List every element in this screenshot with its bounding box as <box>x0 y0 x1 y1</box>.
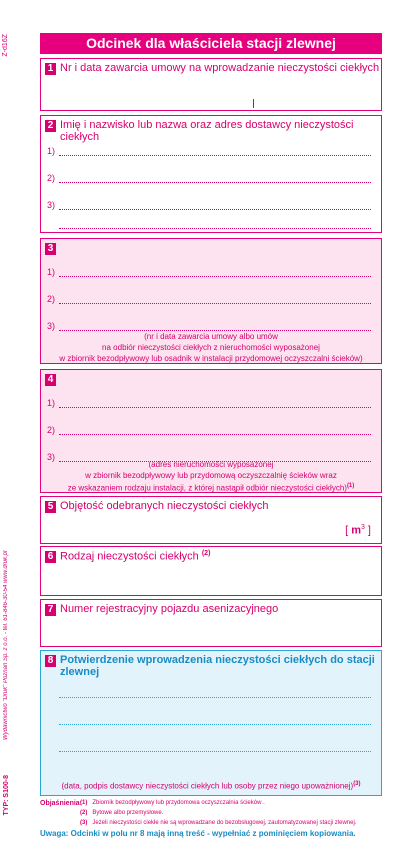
entry-line[interactable]: 2) <box>47 173 371 185</box>
section-title: Potwierdzenie wprowadzenia nieczystości ciekłych do stacji zlewnej <box>60 654 375 678</box>
explanation-item: (1) Zbiornik bezodpływowy lub przydomowa oczyszczalnia ścieków . <box>80 800 265 806</box>
entry-line[interactable] <box>59 697 371 698</box>
section-7[interactable] <box>40 599 382 647</box>
entry-line[interactable] <box>59 724 371 725</box>
section-number: 4 <box>45 374 56 386</box>
section-number: 5 <box>45 501 56 513</box>
section-1[interactable] <box>40 58 382 111</box>
entry-line[interactable]: 1) <box>47 267 371 279</box>
section-title: Objętość odebranych nieczystości ciekłych <box>60 500 269 512</box>
section-number: 2 <box>45 120 56 132</box>
section-4[interactable] <box>40 369 382 493</box>
footnote-ref: (2) <box>201 550 211 557</box>
section-2[interactable] <box>40 115 382 233</box>
explanations-label: Objaśnienia: <box>40 800 83 807</box>
section-caption: (adres nieruchomości wyposażonej w zbiornik bezodpływowy lub przydomową oczyszczalnię ścieków wraz ze wskazaniem rodzaju instalacji, z której nastąpił odbiór nieczystości ciekłych)$^{(1)}$ <box>67 460 355 493</box>
section-number: 6 <box>45 551 56 563</box>
entry-line[interactable]: 3) <box>47 200 371 212</box>
entry-line[interactable]: 3) <box>47 452 371 464</box>
entry-line[interactable]: 2) <box>47 425 371 437</box>
explanation-item: (2) Bytowe albo przemysłowe. <box>80 810 164 816</box>
section-title: Nr i data zawarcia umowy na wprowadzanie nieczystości ciekłych <box>60 62 380 74</box>
text-cursor <box>253 99 254 108</box>
section-title: Rodzaj nieczystości ciekłych $^{(2)}$ <box>60 550 211 563</box>
section-3[interactable] <box>40 238 382 364</box>
section-caption: (nr i data zawarcia umowy albo umów na odbiór nieczystości ciekłych z nieruchomości wyposażonej w zbiornik bezodpływowy lub osadnik w instalacji przydomowej oczyszczalni ścieków) <box>59 332 363 363</box>
entry-line[interactable] <box>59 751 371 752</box>
form-title: Odcinek dla właściciela stacji zlewnej <box>40 33 382 54</box>
section-caption: (data, podpis dostawcy nieczystości ciekłych lub osoby przez niego upoważnionej)$^{(3)}$ <box>61 781 361 791</box>
section-number: 1 <box>45 63 56 75</box>
printer-imprint: Wydawnictwo "Druk" Poznań Sp. z o.o. - tel. 61-846-30-54 www.druk.pl <box>3 550 9 740</box>
entry-line[interactable]: 1) <box>47 146 371 158</box>
warning-note: Uwaga: Odcinki w polu nr 8 mają inną treść - wypełniać z pominięciem kopiowania. <box>40 829 356 838</box>
entry-line[interactable] <box>59 228 371 229</box>
footnote-ref: (3) <box>353 781 361 787</box>
entry-line[interactable]: 1) <box>47 398 371 410</box>
form-type: TYP: S100-8 <box>3 775 10 816</box>
section-title: Imię i nazwisko lub nazwa oraz adres dostawcy nieczystości ciekłych <box>60 119 354 143</box>
unit-label: [ $m^3$ ] <box>345 524 371 537</box>
entry-line[interactable]: 2) <box>47 294 371 306</box>
section-number: 8 <box>45 655 56 667</box>
section-number: 7 <box>45 604 56 616</box>
section-6[interactable] <box>40 546 382 596</box>
section-8[interactable] <box>40 650 382 796</box>
entry-line[interactable]: 3) <box>47 321 371 333</box>
explanation-item: (3) Jeżeli nieczystości ciekłe nie są wprowadzane do bezobsługowej, zautomatyzowanej stacji zlewnej. <box>80 820 357 826</box>
section-number: 3 <box>45 243 56 255</box>
section-title: Numer rejestracyjny pojazdu asenizacyjnego <box>60 603 279 615</box>
footnote-ref: (1) <box>346 483 355 489</box>
form-code: Z-d16Z <box>2 34 9 57</box>
section-5[interactable] <box>40 496 382 544</box>
